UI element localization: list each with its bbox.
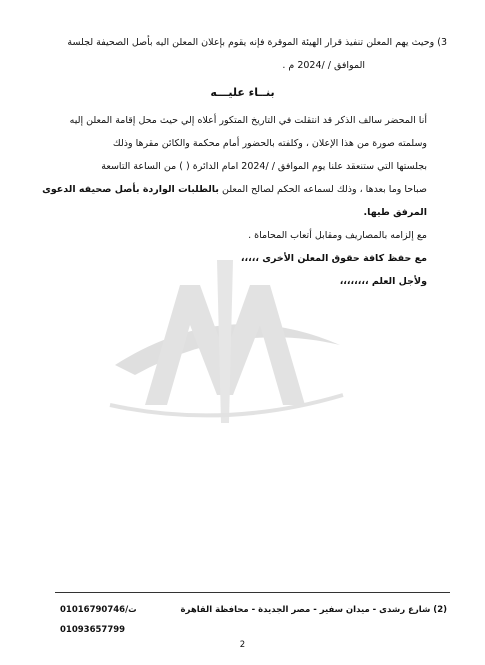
body-line-2: وسلمته صورة من هذا الإعلان ، وكلفته بالحضور أمام محكمة والكائن مقرها وذلك bbox=[112, 138, 427, 149]
paragraph-3-line-1: 3) وحيث يهم المعلن تنفيذ قرار الهيئة الموقرة فإنه يقوم بإعلان المعلن اليه بأصل الصحيفة لجلسة bbox=[67, 37, 447, 48]
section-heading: بنــاء عليـــه bbox=[210, 86, 275, 99]
page-number: 2 bbox=[239, 640, 246, 650]
footer-divider bbox=[55, 592, 450, 593]
body-line-6: مع إلزامه بالمصاريف ومقابل أتعاب المحاماة . bbox=[248, 230, 427, 241]
body-line-4-bold: بالطلبات الواردة بأصل صحيفه الدعوى bbox=[42, 184, 219, 195]
body-line-5: المرفق طيها. bbox=[363, 207, 427, 218]
footer-phone-2: 01093657799 bbox=[60, 625, 126, 635]
footer-phone-1: ت/01016790746 bbox=[60, 605, 137, 615]
watermark-logo bbox=[105, 255, 345, 425]
body-line-3: بجلستها التي ستنعقد علنا يوم الموافق / /2024 امام الدائرة ( ) من الساعة التاسعة bbox=[101, 161, 427, 172]
body-line-1: أنا المحضر سالف الذكر قد انتقلت في التاريخ المتكور أعلاه إلي حيث محل إقامة المعلن إليه bbox=[69, 115, 427, 126]
footer-address: (2) شارع رشدى - ميدان سفير - مصر الجديدة - محافظة القاهرة bbox=[180, 605, 447, 615]
body-line-7: مع حفظ كافة حقوق المعلن الأخرى ،،،،، bbox=[240, 253, 427, 264]
body-line-8: ولأجل العلم ،،،،،،،، bbox=[339, 276, 427, 287]
paragraph-3-line-2: الموافق / /2024 م . bbox=[282, 60, 365, 71]
body-line-4-normal: صباحا وما بعدها ، وذلك لسماعه الحكم لصالح المعلن bbox=[218, 184, 427, 195]
body-line-4 bbox=[42, 184, 427, 196]
